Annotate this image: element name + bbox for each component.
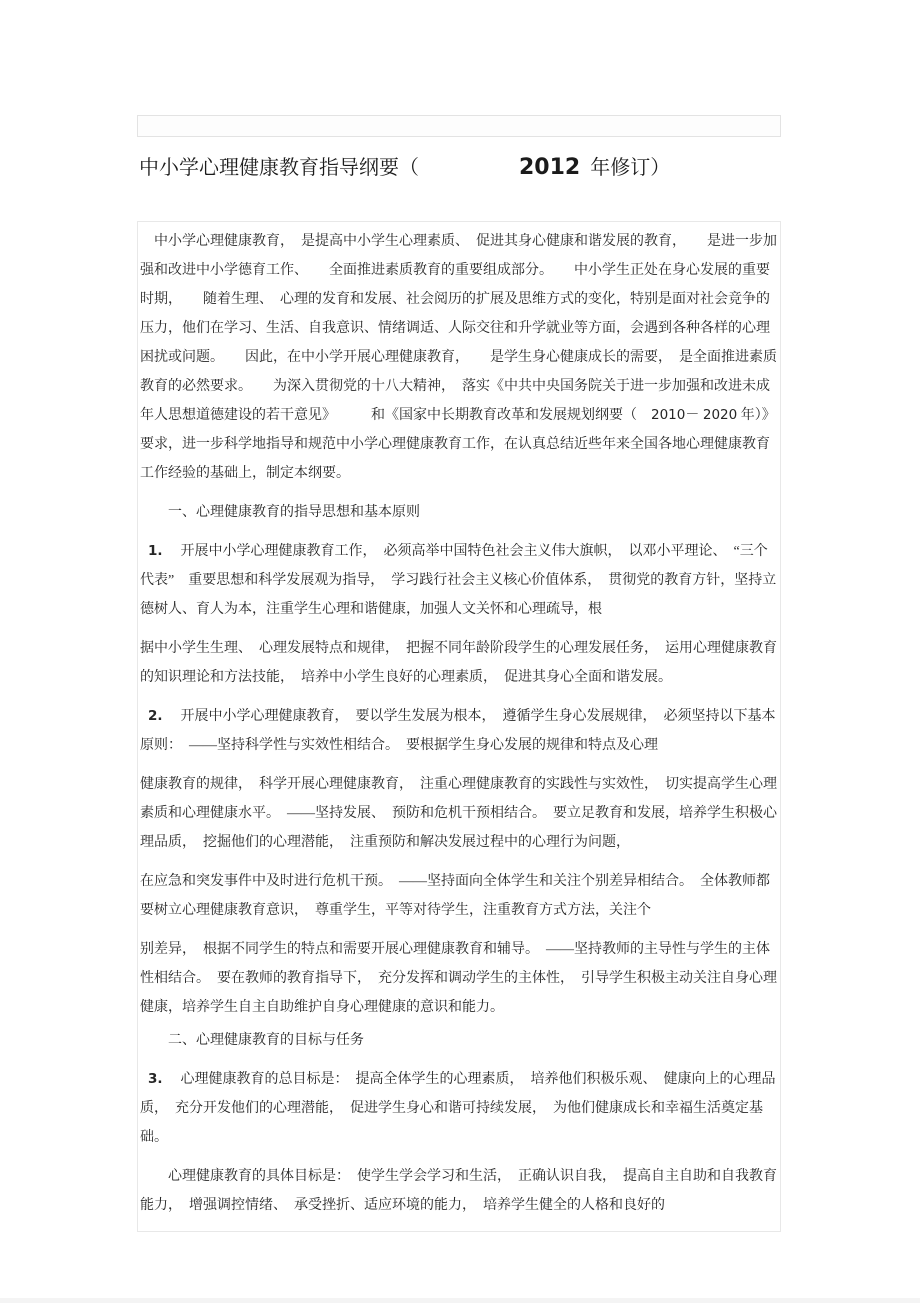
- section-heading: [140, 1026, 778, 1055]
- list-number: 1.: [148, 543, 163, 559]
- page-title: [139, 153, 781, 183]
- paragraph: [140, 537, 778, 624]
- paragraph-text: 中小学心理健康教育， 是提高中小学生心理素质、 促进其身心健康和谐发展的教育， 是进一步加强和改进中小学德育工作、 全面推进素质教育的重要组成部分。 中小学生正处在身心发展的重要时期， 随着生理、 心理的发育和发展、社会阅历的扩展及思维方式的变化，特别是面对社会竞争的压力，他们在学习、生活、自我意识、情绪调适、人际交往和升学就业等方面，会遇到各种各样的心理困扰或问题。 因此，在中小学开展心理健康教育， 是学生身心健康成长的需要， 是全面推进素质教育的必然要求。 为深入贯彻党的十八大精神， 落实《中共中央国务院关于进一步加强和改进未成年人思想道德建设的若干意见》 和《国家中长期教育改革和发展规划纲要（ 2010－ 2020 年）》要求，进一步科学地指导和规范中小学心理健康教育工作，在认真总结近些年来全国各地心理健康教育工作经验的基础上，制定本纲要。: [140, 234, 777, 481]
- paragraph-text: 健康教育的规律， 科学开展心理健康教育， 注重心理健康教育的实践性与实效性， 切实提高学生心理素质和心理健康水平。 ——坚持发展、 预防和危机干预相结合。 要立足教育和发展，培养学生积极心理品质， 挖掘他们的心理潜能， 注重预防和解决发展过程中的心理行为问题，: [140, 777, 777, 850]
- list-number: 2.: [148, 708, 163, 724]
- paragraph-text: 心理健康教育的具体目标是： 使学生学会学习和生活， 正确认识自我， 提高自主自助和自我教育能力， 增强调控情绪、 承受挫折、适应环境的能力， 培养学生健全的人格和良好的: [140, 1169, 777, 1213]
- paragraph-text: 据中小学生生理、 心理发展特点和规律， 把握不同年龄阶段学生的心理发展任务， 运用心理健康教育的知识理论和方法技能， 培养中小学生良好的心理素质， 促进其身心全面和谐发展。: [140, 641, 777, 685]
- title-year: 2012: [519, 155, 581, 180]
- paragraph-text: 在应急和突发事件中及时进行危机干预。 ——坚持面向全体学生和关注个别差异相结合。 全体教师都要树立心理健康教育意识， 尊重学生，平等对待学生，注重教育方式方法，关注个: [140, 874, 770, 918]
- paragraph: [140, 1162, 778, 1220]
- paragraph: [140, 935, 778, 1022]
- paragraph: [140, 634, 778, 692]
- page-bottom-divider: [0, 1298, 920, 1303]
- title-suffix: 年修订）: [590, 157, 671, 179]
- list-number: 3.: [148, 1071, 163, 1087]
- paragraph-text: 二、心理健康教育的目标与任务: [168, 1033, 364, 1048]
- content-column: [137, 115, 781, 1232]
- paragraph: [140, 227, 778, 488]
- paragraph: [140, 702, 778, 760]
- empty-header-box: [137, 115, 781, 137]
- paragraph-text: 一、心理健康教育的指导思想和基本原则: [168, 505, 420, 520]
- paragraph: [140, 1065, 778, 1152]
- paragraph: [140, 867, 778, 925]
- paragraph-text: 别差异， 根据不同学生的特点和需要开展心理健康教育和辅导。 ——坚持教师的主导性与学生的主体性相结合。 要在教师的教育指导下， 充分发挥和调动学生的主体性， 引导学生积极主动关注自身心理健康，培养学生自主自助维护自身心理健康的意识和能力。: [140, 942, 777, 1015]
- paragraph: [140, 770, 778, 857]
- paragraph-text: 心理健康教育的总目标是： 提高全体学生的心理素质， 培养他们积极乐观、 健康向上的心理品质， 充分开发他们的心理潜能， 促进学生身心和谐可持续发展， 为他们健康成长和幸福生活奠定基础。: [140, 1072, 776, 1145]
- paragraph-text: 开展中小学心理健康教育， 要以学生发展为根本， 遵循学生身心发展规律， 必须坚持以下基本原则： ——坚持科学性与实效性相结合。 要根据学生身心发展的规律和特点及心理: [140, 709, 776, 753]
- paragraph-text: 开展中小学心理健康教育工作， 必须高举中国特色社会主义伟大旗帜， 以邓小平理论、 “三个代表” 重要思想和科学发展观为指导， 学习践行社会主义核心价值体系， 贯彻党的教育方针，坚持立德树人、育人为本，注重学生心理和谐健康，加强人文关怀和心理疏导，根: [140, 544, 777, 617]
- document-body: [137, 221, 781, 1232]
- title-prefix: 中小学心理健康教育指导纲要（: [139, 157, 419, 179]
- section-heading: [140, 498, 778, 527]
